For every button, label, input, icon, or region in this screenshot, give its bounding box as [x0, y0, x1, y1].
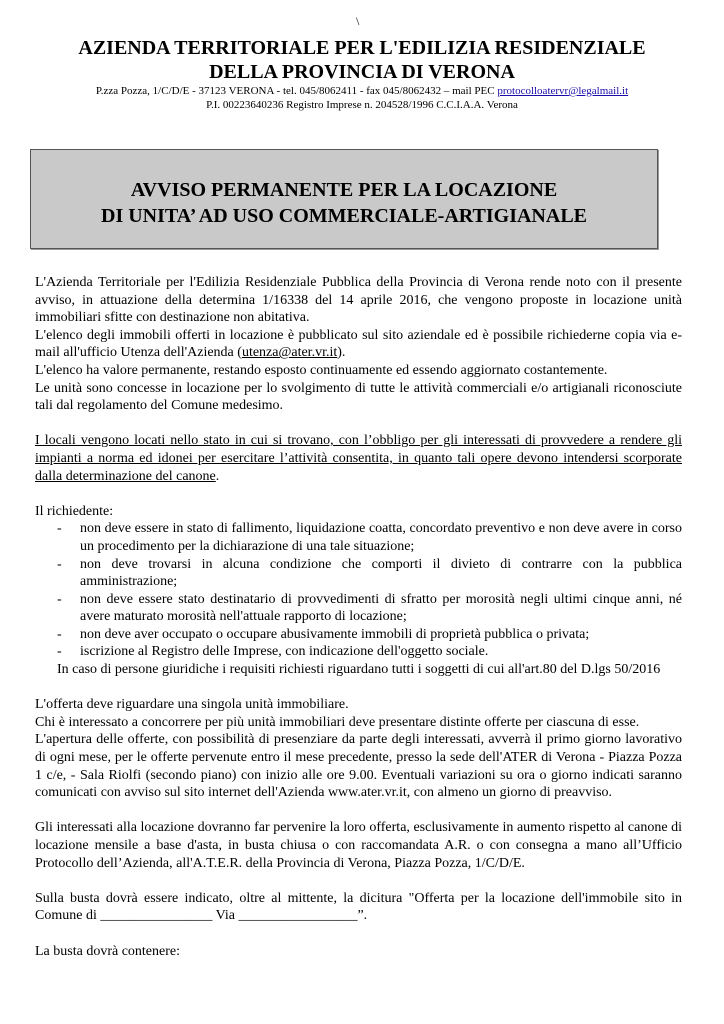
registry-line: P.I. 00223640236 Registro Imprese n. 204528/1996 C.C.I.A.A. Verona [206, 99, 518, 111]
paragraph-multiple-units: Chi è interessato a concorrere per più unità immobiliari deve presentare distinte offerte per ciascuna di esse. [35, 714, 640, 730]
list-item [35, 556, 682, 591]
paragraph-envelope-label: Sulla busta dovrà essere indicato, oltre al mittente, la dicitura "Offerta per la locazione dell'immobile sito in Comune di ________________ Via _________________”. [35, 890, 682, 924]
notice-title-line-2: DI UNITA’ AD USO COMMERCIALE-ARTIGIANALE [101, 205, 587, 227]
organization-name-line-1: AZIENDA TERRITORIALE PER L'EDILIZIA RESIDENZIALE [78, 37, 646, 59]
paragraph-list-availability-end: ). [337, 345, 346, 361]
paragraph-envelope-contents: La busta dovrà contenere: [35, 943, 180, 959]
address-text: P.zza Pozza, 1/C/D/E - 37123 VERONA - tel. 045/8062411 - fax 045/8062432 – mail PEC [95, 85, 498, 97]
requirements-list [35, 520, 682, 661]
paragraph-activities: Le unità sono concesse in locazione per lo svolgimento di tutte le attività commerciali e/o artigianali riconosciute tali dal regolamento del Comune medesimo. [35, 380, 682, 414]
requirement-text: non deve essere stato destinatario di provvedimenti di sfratto per morosità negli ultimi cinque anni, né avere maturato morosità nell'attuale rapporto di locazione; [80, 591, 682, 625]
spacer [35, 925, 682, 943]
letterhead [30, 36, 694, 112]
paragraph-list-availability [35, 327, 682, 362]
corner-mark: \ [356, 14, 360, 28]
address-line [30, 84, 694, 98]
requirement-text: iscrizione al Registro delle Imprese, con indicazione dell'oggetto sociale. [80, 644, 489, 660]
premises-condition-end: . [215, 468, 220, 484]
requirement-text: non deve trovarsi in alcuna condizione che comporti il divieto di contrarre con la pubblica amministrazione; [80, 556, 682, 590]
list-dash: - [57, 521, 62, 537]
notice-title-box [30, 149, 658, 249]
notice-title-line-1: AVVISO PERMANENTE PER LA LOCAZIONE [130, 179, 558, 201]
pec-email-link[interactable]: protocolloatervr@legalmail.it [497, 85, 629, 97]
list-item [35, 591, 682, 626]
spacer [35, 872, 682, 890]
paragraph-submission: Gli interessati alla locazione dovranno far pervenire la loro offerta, esclusivamente in aumento rispetto al canone di locazione mensile a base d'asta, in busta chiusa o con raccomandata A.R. o con consegna a mano all’Ufficio Protocollo dell’Azienda, all'A.T.E.R. della Provincia di Verona, Piazza Pozza, 1/C/D/E. [35, 820, 682, 871]
legal-persons-note: In caso di persone giuridiche i requisiti richiesti riguardano tutti i soggetti di cui all'art.80 del D.lgs 50/2016 [57, 662, 661, 678]
spacer [35, 679, 682, 697]
utenza-email-link[interactable]: utenza@ater.vr.it [241, 345, 338, 361]
paragraph-opening-offers: L'apertura delle offerte, con possibilità di presenziare da parte degli interessati, avverrà il primo giorno lavorativo di ogni mese, per le offerte pervenute entro il mese precedente, presso la sede dell'ATER di Verona - Piazza Pozza 1 c/e, - Sala Riolfi (secondo piano) con inizio alle ore 9.00. Eventuali variazioni su ora o giorno indicati saranno comunicati con avviso sul sito internet dell'Azienda www.ater.vr.it, con almeno un giorno di preavviso. [35, 732, 682, 801]
list-item [35, 520, 682, 555]
list-dash: - [57, 591, 62, 607]
paragraph-single-unit: L'offerta deve riguardare una singola unità immobiliare. [35, 697, 349, 713]
list-item [35, 643, 682, 661]
notice-body [35, 274, 682, 960]
requirement-text: non deve essere in stato di fallimento, liquidazione coatta, concordato preventivo e non deve avere in corso un procedimento per la dichiarazione di una tale situazione; [80, 521, 682, 554]
list-dash: - [57, 626, 62, 642]
requirement-text: non deve aver occupato o occupare abusivamente immobili di proprietà pubblica o privata; [80, 626, 590, 642]
paragraph-list-availability-text: L'elenco degli immobili offerti in locazione è pubblicato sul sito aziendale ed è possibile richiederne copia via e-mail all'ufficio Utenza dell'Azienda ( [35, 327, 682, 361]
list-dash: - [57, 644, 62, 660]
paragraph-premises-condition [35, 432, 682, 485]
organization-name-line-2: DELLA PROVINCIA DI VERONA [209, 61, 515, 83]
paragraph-permanent: L'elenco ha valore permanente, restando esposto continuamente ed essendo aggiornato costantemente. [35, 362, 608, 378]
requirements-intro: Il richiedente: [35, 503, 114, 519]
list-item [35, 626, 682, 644]
premises-condition-underlined: I locali vengono locati nello stato in cui si trovano, con l’obbligo per gli interessati di provvedere a rendere gli impianti a norma ed idonei per esercitare l’attività consentita, in quanto tali opere devono intendersi scorporate dalla determinazione del canone [35, 433, 682, 484]
spacer [35, 485, 682, 503]
spacer [35, 415, 682, 433]
spacer [35, 802, 682, 820]
list-dash: - [57, 556, 62, 572]
paragraph-intro: L'Azienda Territoriale per l'Edilizia Residenziale Pubblica della Provincia di Verona rende noto con il presente avviso, in attuazione della determina 1/16338 del 14 aprile 2016, che vengono proposte in locazione unità immobiliari sfitte con destinazione non abitativa. [35, 275, 682, 326]
